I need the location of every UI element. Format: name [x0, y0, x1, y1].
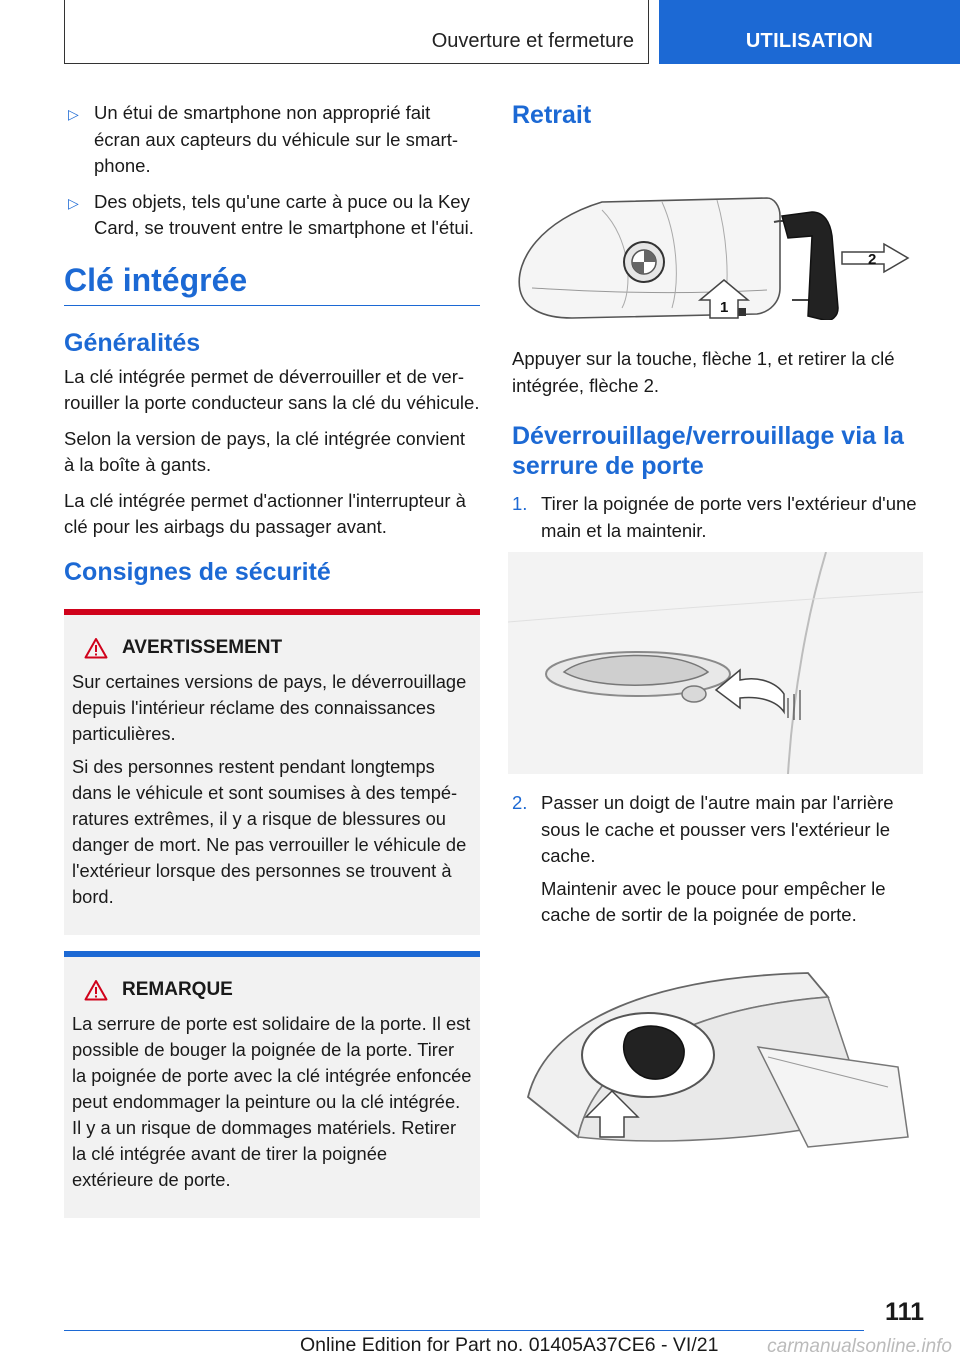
bullet-item: ▷ Un étui de smartphone non approprié fait écran aux capteurs du véhicule sur le smartphone. [68, 102, 459, 176]
warning-box [64, 609, 480, 935]
header-section-title: Ouverture et fermeture [431, 30, 634, 52]
section-heading-generalites: Généralités [64, 328, 201, 357]
step-number: 1. [512, 493, 528, 514]
retrait-text: Appuyer sur la touche, flèche 1, et retirer la clé intégrée, flèche 2. [512, 348, 895, 396]
door-handle-illustration [508, 552, 923, 774]
note-box [64, 951, 480, 1218]
step-text: Passer un doigt de l'autre main par l'arrière sous le cache et pousser vers l'extérieur le cache. [541, 792, 894, 866]
caution-triangle-icon [84, 979, 108, 1001]
bullet-item: ▷ Des objets, tels qu'une carte à puce ou la Key Card, se trouvent entre le smartphone et l'étui. [68, 190, 474, 238]
steps-list-continued [512, 790, 924, 929]
figure-label-2: 2 [868, 251, 877, 268]
page-number: 111 [885, 1298, 924, 1326]
header-tab-label: UTILISATION [745, 30, 874, 52]
triangle-bullet-icon: ▷ [68, 194, 79, 211]
left-column [64, 100, 480, 1234]
step-text: Tirer la poignée de porte vers l'extérieur d'une main et la maintenir. [541, 493, 917, 541]
section-heading-consignes: Consignes de sécurité [64, 557, 331, 586]
paragraph: La clé intégrée permet d'actionner l'interrupteur à clé pour les airbags du passager avant. [64, 489, 466, 537]
note-title: REMARQUE [84, 979, 472, 1001]
warning-paragraph: Sur certaines versions de pays, le déverrouillage depuis l'intérieur réclame des connaissances particulières. [72, 670, 467, 744]
step-item [512, 491, 924, 544]
bullet-list [64, 100, 480, 242]
footer-watermark: carmanualsonline.info [767, 1336, 952, 1357]
header-tab-utilisation[interactable] [659, 0, 960, 64]
figure-door-handle [508, 552, 923, 774]
chapter-heading: Clé intégrée [64, 262, 480, 306]
step-item [512, 790, 924, 929]
warning-paragraph: Si des personnes restent pendant longtemps dans le véhicule et sont soumises à des températures extrêmes, il y a risque de blessures ou danger de mort. Ne pas verrouiller le véhicule de l'extérieur lorsque des personnes se trouvent à bord. [72, 755, 467, 907]
figure-lock-cover [508, 937, 923, 1167]
lock-cover-illustration [508, 937, 923, 1167]
paragraph: La clé intégrée permet de déverrouiller et de verrouiller la porte conducteur sans la clé du véhicule. [64, 365, 480, 413]
paragraph: Selon la version de pays, la clé intégrée convient à la boîte à gants. [64, 427, 466, 475]
section-heading-deverrouillage: Déverrouillage/verrouillage via la serrure de porte [512, 422, 904, 480]
warning-title: AVERTISSEMENT [84, 637, 472, 659]
section-heading-retrait: Retrait [512, 101, 592, 129]
step-extra-text: Maintenir avec le pouce pour empêcher le cache de sortir de la poignée de porte. [541, 877, 886, 925]
figure-key-removal [512, 140, 924, 320]
steps-list [512, 491, 924, 544]
warning-triangle-icon [84, 637, 108, 659]
triangle-bullet-icon: ▷ [68, 106, 79, 122]
figure-label-1: 1 [720, 299, 729, 316]
right-column [512, 100, 924, 1167]
footer-divider [64, 1330, 864, 1331]
key-illustration [512, 140, 924, 320]
footer-edition: Online Edition for Part no. 01405A37CE6 - VI/21 [300, 1334, 719, 1356]
step-number: 2. [512, 792, 528, 813]
note-paragraph: La serrure de porte est solidaire de la porte. Il est possible de bouger la poignée de la porte. Tirer la poignée de porte avec la clé intégrée enfoncée peut endommager la peinture ou la clé intégrée. Il y a un risque de dommages matériels. Retirer la clé intégrée avant de tirer la poignée extérieure de porte. [72, 1012, 472, 1190]
header-section-box [64, 0, 649, 64]
